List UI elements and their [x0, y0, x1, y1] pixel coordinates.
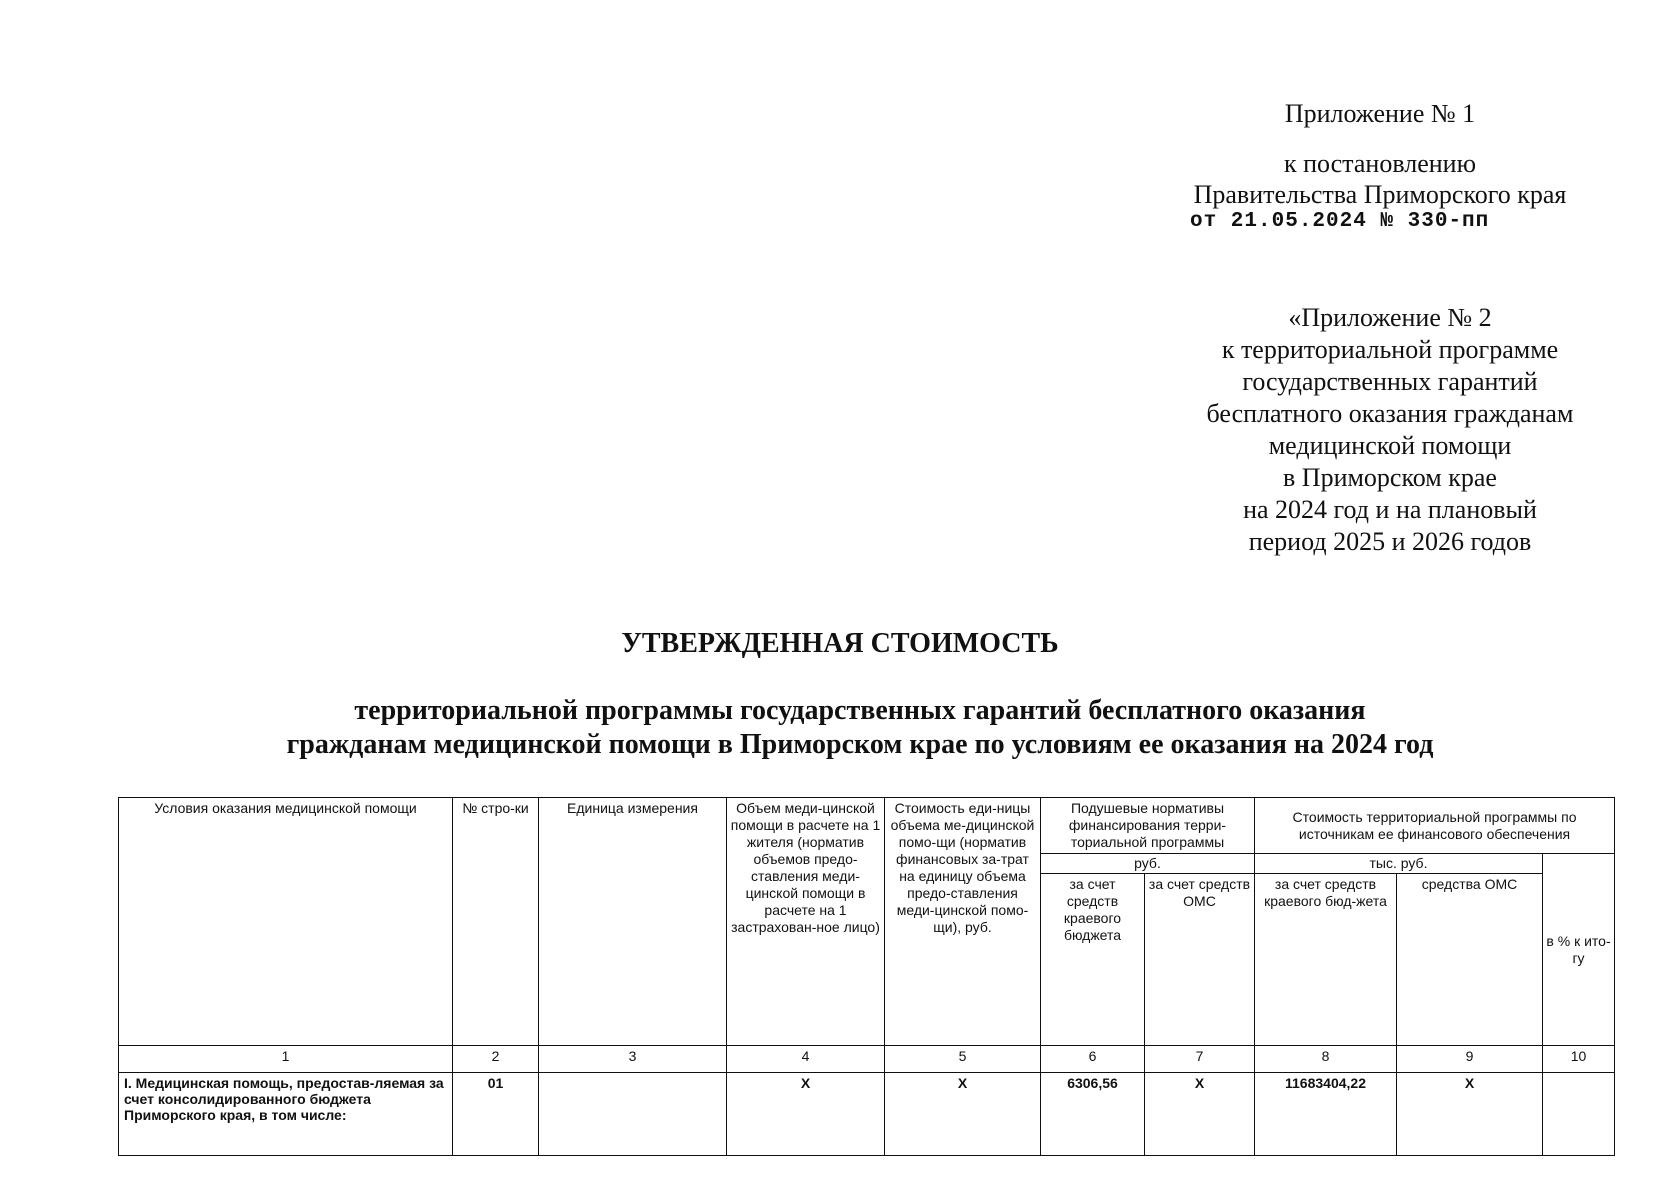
column-number: 1 — [119, 1046, 453, 1073]
header-row-1 — [119, 798, 1615, 854]
document-title: УТВЕРЖДЕННАЯ СТОИМОСТЬ — [621, 628, 1059, 659]
appendix1-number: от 21.05.2024 № 330-пп — [1190, 210, 1490, 233]
cost-table — [118, 797, 1615, 1156]
column-number: 9 — [1397, 1046, 1543, 1073]
appendix1-line1: к постановлению — [1283, 149, 1477, 178]
appendix2-line: «Приложение № 2 — [1288, 303, 1492, 332]
header-cost: Стоимость еди-ницы объема ме-дицинской помо-щи (норматив финансовых за-трат на единицу объема предо-ставления меди-цинской помо-щи), руб. — [885, 798, 1041, 1046]
column-number: 3 — [539, 1046, 727, 1073]
column-number: 2 — [453, 1046, 539, 1073]
subtitle-line: территориальной программы государственных гарантий бесплатного оказания — [354, 695, 1366, 726]
cell-pc-budget: 6306,56 — [1041, 1073, 1145, 1156]
header-program-cost-unit: тыс. руб. — [1255, 854, 1543, 874]
cell-conditions: I. Медицинская помощь, предостав-ляемая за счет консолидированного бюджета Приморского края, в том числе: — [119, 1073, 453, 1156]
header-row-no: № стро-ки — [453, 798, 539, 1046]
cell-unit — [539, 1073, 727, 1156]
header-volume: Объем меди-цинской помощи в расчете на 1 жителя (норматив объемов предо-ставления меди-цинской помощи в расчете на 1 застрахован-ное лицо) — [727, 798, 885, 1046]
table-row — [119, 1073, 1615, 1156]
appendix2-block — [1140, 302, 1640, 558]
header-program-cost: Стоимость территориальной программы по источникам ее финансового обеспечения — [1255, 798, 1615, 854]
appendix2-line: период 2025 и 2026 годов — [1248, 527, 1532, 556]
appendix2-line: в Приморском крае — [1283, 463, 1497, 492]
appendix1-title — [1230, 98, 1530, 129]
cell-cost: X — [885, 1073, 1041, 1156]
cell-row-no: 01 — [453, 1073, 539, 1156]
column-number: 6 — [1041, 1046, 1145, 1073]
appendix2-line: к территориальной программе — [1221, 335, 1559, 364]
cell-prog-budget: 11683404,22 — [1255, 1073, 1397, 1156]
cell-pc-oms: X — [1145, 1073, 1255, 1156]
header-pc-budget: за счет средств краевого бюджета — [1041, 874, 1145, 1046]
appendix2-line: бесплатного оказания гражданам — [1206, 399, 1574, 428]
appendix2-line: государственных гарантий — [1242, 367, 1538, 396]
header-per-capita-unit: руб. — [1041, 854, 1255, 874]
cell-prog-oms: X — [1397, 1073, 1543, 1156]
document-subtitle — [0, 694, 1680, 762]
appendix1-body — [1150, 148, 1610, 234]
appendix1-line2: Правительства Приморского края — [1193, 180, 1567, 209]
appendix2-line: медицинской помощи — [1268, 431, 1512, 460]
cell-volume: X — [727, 1073, 885, 1156]
cell-percent — [1543, 1073, 1615, 1156]
subtitle-line: гражданам медицинской помощи в Приморском крае по условиям ее оказания на 2024 год — [286, 729, 1434, 760]
header-per-capita: Подушевые нормативы финансирования терри-ториальной программы — [1041, 798, 1255, 854]
header-prog-budget: за счет средств краевого бюд-жета — [1255, 874, 1397, 1046]
header-percent: в % к ито-гу — [1543, 854, 1615, 1046]
column-number: 5 — [885, 1046, 1041, 1073]
column-number: 8 — [1255, 1046, 1397, 1073]
header-pc-oms: за счет средств ОМС — [1145, 874, 1255, 1046]
column-number-row — [119, 1046, 1615, 1073]
column-number: 4 — [727, 1046, 885, 1073]
column-number: 7 — [1145, 1046, 1255, 1073]
header-unit: Единица измерения — [539, 798, 727, 1046]
appendix1-title-text: Приложение № 1 — [1284, 99, 1476, 128]
header-prog-oms: средства ОМС — [1397, 874, 1543, 1046]
column-number: 10 — [1543, 1046, 1615, 1073]
header-conditions: Условия оказания медицинской помощи — [119, 798, 453, 1046]
appendix2-line: на 2024 год и на плановый — [1243, 495, 1537, 524]
